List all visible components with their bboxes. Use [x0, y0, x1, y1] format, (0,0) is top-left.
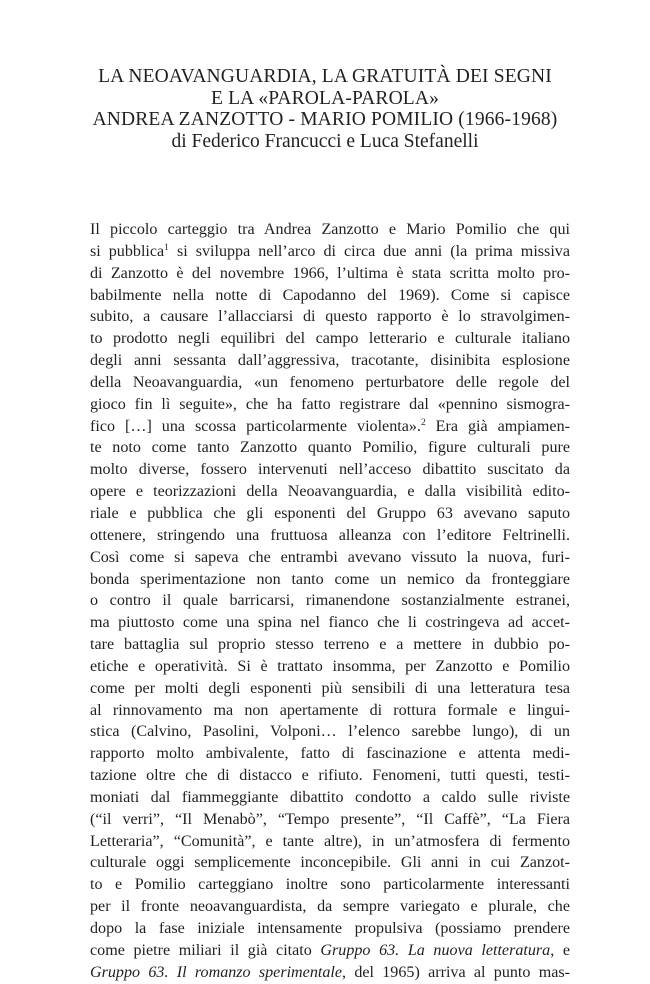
body-text-run: Letteraria”, “Comunità”, e tante altre), in un’atmosfera di fermento [90, 832, 570, 850]
body-line [90, 678, 570, 700]
body-line [90, 547, 570, 569]
body-line [90, 962, 570, 984]
body-line [90, 656, 570, 678]
body-line [90, 765, 570, 787]
body-line [90, 700, 570, 722]
body-text-run: Così come si sapeva che entrambi avevano vissuto la nuova, furi- [90, 548, 570, 566]
body-line [90, 350, 570, 372]
body-line [90, 416, 570, 438]
body-line [90, 503, 570, 525]
body-line [90, 918, 570, 940]
italic-title: Gruppo 63. Il romanzo sperimentale [90, 963, 343, 981]
body-text-run: te noto come tanto Zanzotto quanto Pomilio, figure culturali pure [90, 439, 570, 457]
body-line [90, 437, 570, 459]
body-text-run: culturale oggi semplicemente inconcepibile. Gli anni in cui Zanzot- [90, 854, 570, 872]
body-line [90, 940, 570, 962]
footnote-marker: 2 [420, 417, 426, 428]
body-text-run: dopo la fase iniziale intensamente propulsiva (possiamo prendere [90, 920, 570, 937]
body-text-run: tare battaglia sul proprio stesso terreno e a mettere in dubbio po- [90, 636, 570, 654]
body-text-run: di Zanzotto è del novembre 1966, l’ultima è stata scritta molto pro- [90, 264, 570, 282]
body-text-run: rapporto molto ambivalente, fatto di fascinazione e attenta medi- [90, 745, 570, 763]
body-text-run: (“il verri”, “Il Menabò”, “Tempo presente”, “Il Caffè”, “La Fiera [90, 810, 570, 828]
body-line [90, 874, 570, 896]
body-line [90, 721, 570, 743]
body-text-run: stica (Calvino, Pasolini, Volponi… l’elenco sarebbe lungo), di un [90, 723, 570, 741]
article-heading [60, 66, 590, 152]
body-text-run: come per molti degli esponenti più sensibili di una letteratura tesa [90, 679, 570, 697]
body-text-run: Il piccolo carteggio tra Andrea Zanzotto e Mario Pomilio che qui [90, 221, 570, 238]
body-text-run: gioco fin lì seguite», che ha fatto registrare dal «pennino sismogra- [90, 395, 570, 413]
body-line [90, 219, 570, 241]
title-line-3: ANDREA ZANZOTTO - MARIO POMILIO (1966-1968) [92, 109, 558, 130]
body-text-run: molto diverse, fossero intervenuti nell’acceso dibattito suscitato da [90, 461, 570, 479]
body-text-run: bonda sperimentazione non tanto come un nemico da fronteggiare [90, 570, 570, 588]
body-text-run: della Neoavanguardia, «un fenomeno perturbatore delle regole del [90, 373, 570, 391]
body-text-run: opere e teorizzazioni della Neoavanguardia, e dalla visibilità edito- [90, 483, 570, 501]
body-line [90, 263, 570, 285]
body-text-run: si sviluppa nell’arco di circa due anni (la prima missiva [168, 242, 570, 260]
body-text-run: ma piuttosto come una spina nel fianco che li costringeva ad accet- [90, 614, 570, 632]
body-text-run: come pietre miliari il già citato [90, 941, 321, 959]
title-line-2: E LA «PAROLA-PAROLA» [210, 87, 439, 109]
body-line [90, 481, 570, 503]
body-text [90, 219, 570, 984]
body-text-run: tazione oltre che di distacco e rifiuto. Fenomeni, tutti questi, testi- [90, 767, 570, 785]
body-text-run: to prodotto negli equilibri del campo letterario e culturale italiano [90, 330, 570, 348]
footnote-marker: 1 [164, 242, 169, 253]
body-text-run: al rinnovamento ma non apertamente di rottura formale e lingui- [90, 701, 570, 719]
authors-line: di Federico Francucci e Luca Stefanelli [171, 130, 479, 152]
body-text-run: degli anni sessanta dall’aggressiva, tracotante, disinibita esplosione [90, 352, 570, 370]
body-text-run: babilmente nella notte di Capodanno del 1969). Come si capisce [90, 286, 570, 304]
body-line [90, 525, 570, 547]
body-text-run: o contro il quale barricarsi, rimanendone sostanzialmente estranei, [90, 592, 570, 610]
body-line [90, 743, 570, 765]
title-line-1: LA NEOAVANGUARDIA, LA GRATUITÀ DEI SEGNI [98, 66, 552, 87]
body-text-run: subito, a causare l’allacciarsi di questo rapporto è lo stravolgimen- [90, 308, 570, 326]
body-text-run: ottenere, stringendo una fruttuosa alleanza con l’editore Feltrinelli. [90, 526, 570, 544]
body-text-run: , del 1965) arriva al punto mas- [342, 963, 570, 981]
body-line [90, 852, 570, 874]
body-line [90, 394, 570, 416]
body-line [90, 372, 570, 394]
body-line [90, 809, 570, 831]
body-line [90, 787, 570, 809]
body-text-run: moniati dal fiammeggiante dibattito condotto a caldo sulle riviste [90, 788, 570, 806]
body-line [90, 328, 570, 350]
body-line [90, 569, 570, 591]
body-line [90, 896, 570, 918]
body-text-run: etiche e operatività. Si è trattato insomma, per Zanzotto e Pomilio [90, 657, 570, 675]
body-line [90, 241, 570, 263]
body-text-run: to e Pomilio carteggiano inoltre sono particolarmente interessanti [90, 876, 570, 894]
body-line [90, 634, 570, 656]
body-text-run: fico […] una scossa particolarmente violenta». [90, 417, 421, 435]
body-text-run: si pubblica [90, 242, 165, 260]
body-line [90, 459, 570, 481]
body-text-run: per il fronte neoavanguardista, da sempre variegato e plurale, che [90, 898, 570, 916]
body-line [90, 590, 570, 612]
body-line [90, 831, 570, 853]
body-text-run: , e [550, 941, 570, 959]
body-line [90, 306, 570, 328]
italic-title: Gruppo 63. La nuova letteratura [320, 941, 551, 959]
body-line [90, 285, 570, 307]
body-line [90, 612, 570, 634]
body-text-run: riale e pubblica che gli esponenti del Gruppo 63 avevano saputo [90, 504, 570, 522]
body-text-run: Era già ampiamen- [425, 417, 570, 435]
